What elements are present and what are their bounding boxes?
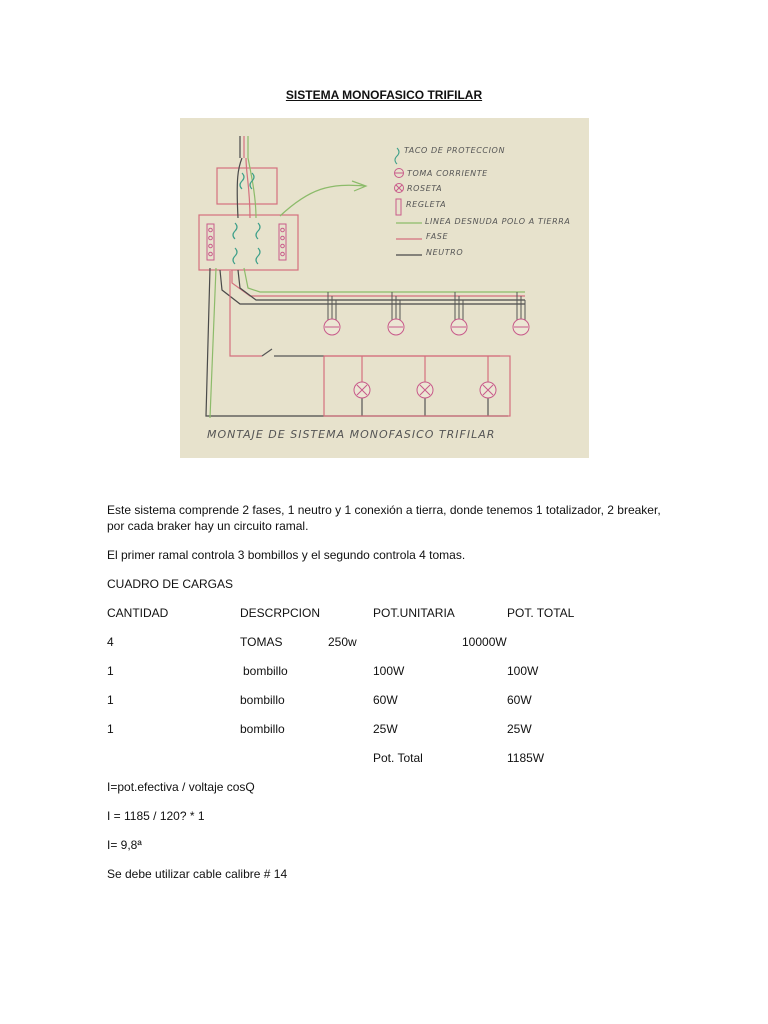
formula-result: I= 9,8ª: [107, 838, 142, 852]
row-b3-cantidad: 1: [107, 722, 114, 736]
row-b3-total: 25W: [507, 722, 532, 736]
row-tomas-descripcion: TOMAS: [240, 635, 283, 649]
row-b1-descripcion: bombillo: [243, 664, 288, 678]
conclusion: Se debe utilizar cable calibre # 14: [107, 867, 288, 881]
header-total: POT. TOTAL: [507, 606, 575, 620]
roseta-icons: [354, 382, 496, 398]
row-b1-unitaria: 100W: [373, 664, 405, 678]
paragraph-description: Este sistema comprende 2 fases, 1 neutro y 1 conexión a tierra, donde tenemos 1 totalizador, 2 breaker, por cada braker hay un circuito ramal.: [107, 503, 661, 533]
row-b3-descripcion: bombillo: [240, 722, 285, 736]
legend: [395, 146, 571, 257]
legend-taco: TACO DE PROTECCION: [404, 146, 506, 155]
legend-roseta: ROSETA: [407, 184, 443, 193]
row-tomas-cantidad: 4: [107, 635, 114, 649]
table-title: CUADRO DE CARGAS: [107, 577, 234, 591]
document-title: SISTEMA MONOFASICO TRIFILAR: [285, 88, 483, 102]
total-label: Pot. Total: [373, 751, 423, 765]
legend-neutro: NEUTRO: [426, 248, 464, 257]
row-b2-descripcion: bombillo: [240, 693, 285, 707]
paragraph-circuits: El primer ramal controla 3 bombillos y el segundo controla 4 tomas.: [107, 548, 466, 562]
header-unitaria: POT.UNITARIA: [373, 606, 455, 620]
diagram-caption: MONTAJE DE SISTEMA MONOFASICO TRIFILAR: [207, 428, 496, 441]
wiring-diagram: [180, 118, 589, 458]
formula-substitution: I = 1185 / 120? * 1: [107, 809, 205, 823]
row-tomas-unitaria: 250w: [328, 635, 357, 649]
row-b3-unitaria: 25W: [373, 722, 398, 736]
row-b2-cantidad: 1: [107, 693, 114, 707]
row-b1-total: 100W: [507, 664, 539, 678]
row-b2-total: 60W: [507, 693, 532, 707]
header-descripcion: DESCRPCION: [240, 606, 321, 620]
legend-tierra: LINEA DESNUDA POLO A TIERRA: [425, 217, 571, 226]
row-b2-unitaria: 60W: [373, 693, 398, 707]
row-tomas-total: 10000W: [462, 635, 507, 649]
formula-current: I=pot.efectiva / voltaje cosQ: [107, 780, 255, 794]
legend-regleta: REGLETA: [406, 200, 447, 209]
legend-fase: FASE: [426, 232, 449, 241]
row-b1-cantidad: 1: [107, 664, 114, 678]
toma-icons: [324, 319, 529, 335]
total-value: 1185W: [507, 751, 545, 765]
header-cantidad: CANTIDAD: [107, 606, 169, 620]
legend-toma: TOMA CORRIENTE: [407, 169, 488, 178]
